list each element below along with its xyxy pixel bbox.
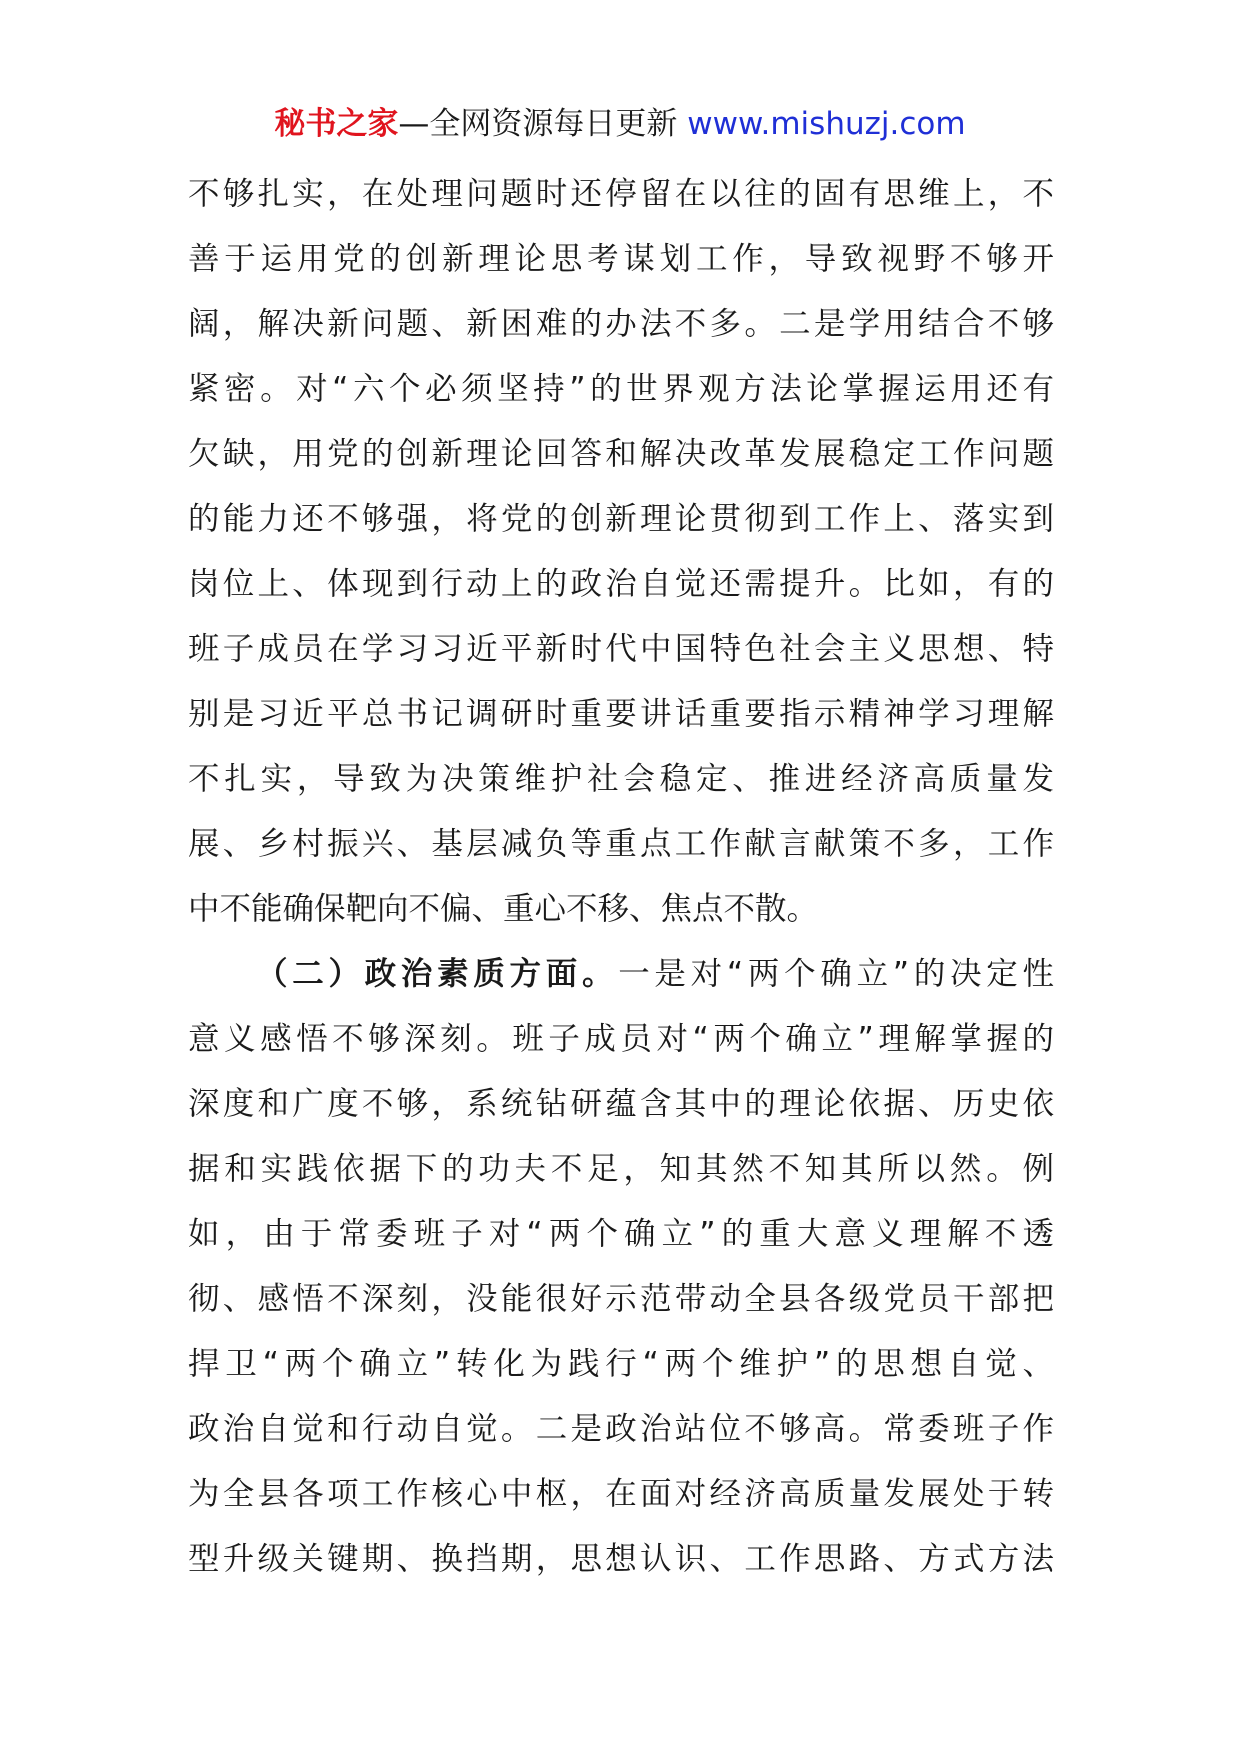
website-link[interactable]: www.mishuzj.com (687, 106, 966, 142)
text-line: 紧密。对“六个必须坚持”的世界观方法论掌握运用还有 (188, 371, 1054, 407)
text-line: 展、乡村振兴、基层减负等重点工作献言献策不多，工作 (188, 826, 1054, 862)
text-line: 阔，解决新问题、新困难的办法不多。二是学用结合不够 (188, 306, 1054, 342)
text-line: 欠缺，用党的创新理论回答和解决改革发展稳定工作问题 (188, 436, 1054, 472)
section-heading-line (188, 942, 1054, 1007)
header-tagline: —全网资源每日更新 (398, 106, 688, 142)
text-line: 不扎实，导致为决策维护社会稳定、推进经济高质量发 (188, 761, 1054, 797)
text-line: 政治自觉和行动自觉。二是政治站位不够高。常委班子作 (188, 1411, 1054, 1447)
text-line: 意义感悟不够深刻。班子成员对“两个确立”理解掌握的 (188, 1021, 1054, 1057)
text-line: 彻、感悟不深刻，没能很好示范带动全县各级党员干部把 (188, 1281, 1054, 1317)
text-line: 别是习近平总书记调研时重要讲话重要指示精神学习理解 (188, 696, 1054, 732)
text-line: 如，由于常委班子对“两个确立”的重大意义理解不透 (188, 1216, 1054, 1252)
text-line: 不够扎实，在处理问题时还停留在以往的固有思维上，不 (188, 176, 1054, 212)
text-line: 为全县各项工作核心中枢，在面对经济高质量发展处于转 (188, 1476, 1054, 1512)
brand-name: 秘书之家 (274, 106, 399, 142)
text-line: 捍卫“两个确立”转化为践行“两个维护”的思想自觉、 (188, 1346, 1054, 1382)
text-line: 班子成员在学习习近平新时代中国特色社会主义思想、特 (188, 631, 1054, 667)
document-header (0, 100, 1240, 148)
text-line: 岗位上、体现到行动上的政治自觉还需提升。比如，有的 (188, 566, 1054, 602)
text-line: 的能力还不够强，将党的创新理论贯彻到工作上、落实到 (188, 501, 1054, 537)
text-line: 深度和广度不够，系统钻研蕴含其中的理论依据、历史依 (188, 1086, 1054, 1122)
text-line: 善于运用党的创新理论思考谋划工作，导致视野不够开 (188, 241, 1054, 277)
document-body (188, 162, 1054, 1592)
text-line: 型升级关键期、换挡期，思想认识、工作思路、方式方法 (188, 1541, 1054, 1577)
section-heading: （二）政治素质方面。 (256, 956, 619, 992)
text-line: 中不能确保靶向不偏、重心不移、焦点不散。 (188, 891, 819, 927)
text-line: 据和实践依据下的功夫不足，知其然不知其所以然。例 (188, 1151, 1054, 1187)
section-heading-rest: 一是对“两个确立”的决定性 (618, 956, 1054, 992)
